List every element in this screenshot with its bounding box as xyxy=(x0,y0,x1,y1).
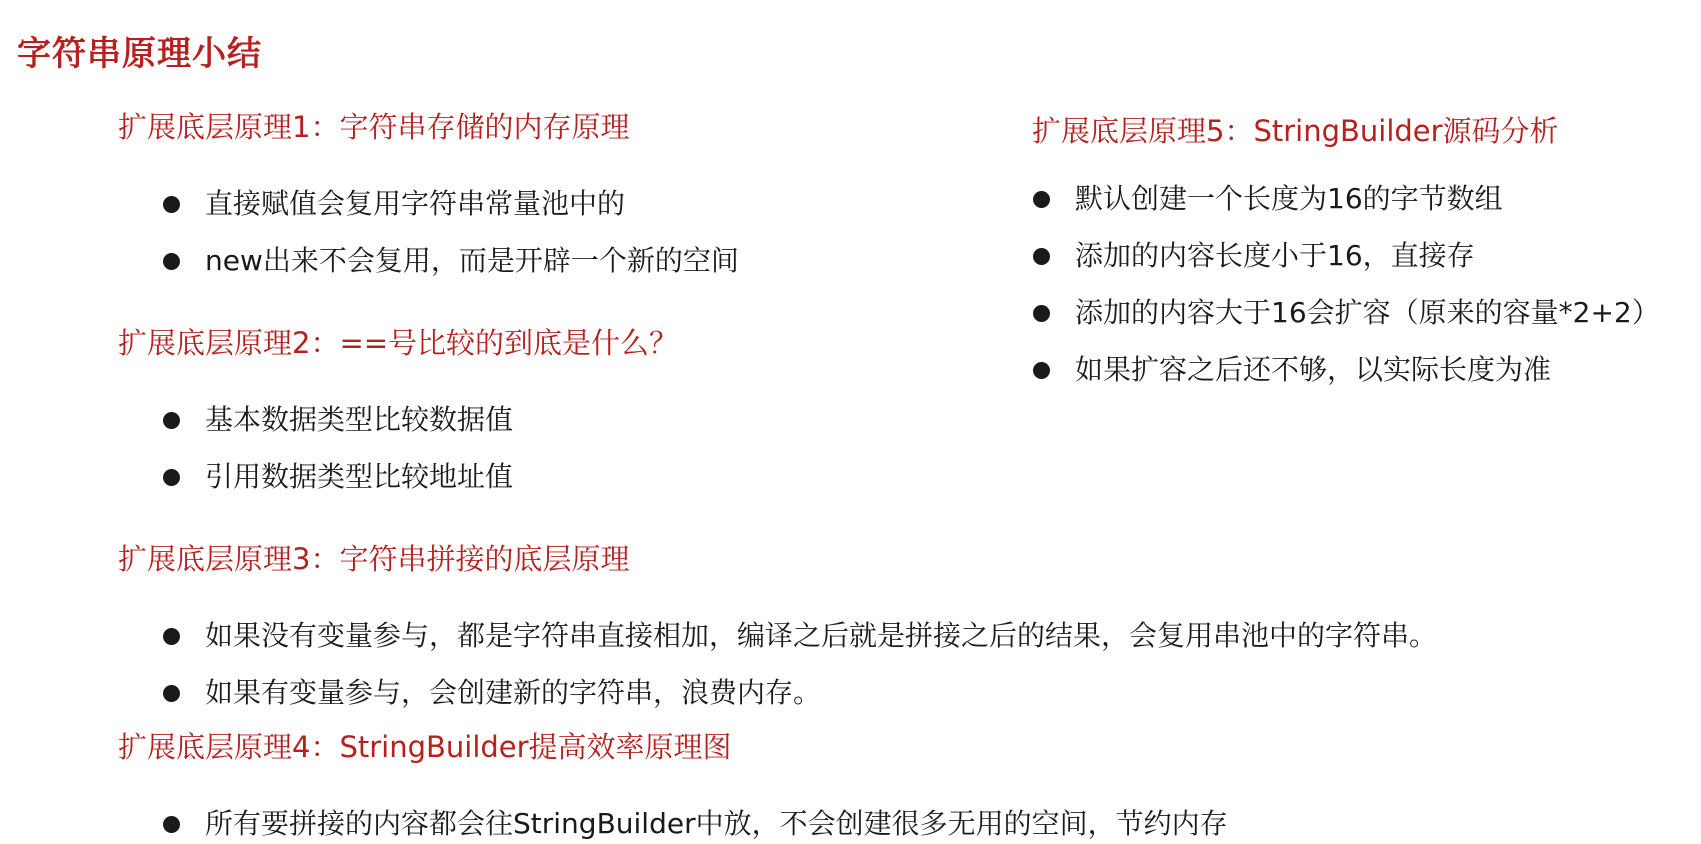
bullet-icon xyxy=(1033,305,1050,322)
bullet-list xyxy=(162,184,739,281)
bullet-icon xyxy=(1033,248,1050,265)
bullet-icon xyxy=(1033,191,1050,208)
list-item xyxy=(162,804,1228,844)
section-stringbuilder-source xyxy=(1032,111,1660,390)
bullet-list xyxy=(162,616,1437,713)
section-heading: 扩展底层原理5：StringBuilder源码分析 xyxy=(1032,114,1559,148)
bullet-icon xyxy=(163,816,180,833)
bullet-icon xyxy=(1033,362,1050,379)
section-stringbuilder-efficiency xyxy=(118,727,1228,844)
list-item xyxy=(1032,236,1660,276)
section-string-concatenation xyxy=(118,539,1437,713)
list-item xyxy=(162,184,739,224)
section-string-storage xyxy=(118,107,739,281)
list-item xyxy=(1032,350,1660,390)
list-item xyxy=(162,241,739,281)
section-heading: 扩展底层原理4：StringBuilder提高效率原理图 xyxy=(118,730,732,764)
list-item-text: 添加的内容长度小于16，直接存 xyxy=(1075,239,1475,272)
bullet-list xyxy=(1032,179,1660,390)
bullet-icon xyxy=(163,253,180,270)
list-item-text: 基本数据类型比较数据值 xyxy=(205,403,514,436)
section-heading: 扩展底层原理1：字符串存储的内存原理 xyxy=(118,110,630,144)
bullet-icon xyxy=(163,469,180,486)
bullet-list xyxy=(162,400,678,497)
list-item-text: 如果没有变量参与，都是字符串直接相加，编译之后就是拼接之后的结果，会复用串池中的字符串。 xyxy=(205,619,1438,652)
list-item xyxy=(1032,179,1660,219)
list-item xyxy=(162,673,1437,713)
list-item xyxy=(162,400,678,440)
bullet-icon xyxy=(163,196,180,213)
section-heading: 扩展底层原理2：==号比较的到底是什么？ xyxy=(118,326,679,360)
list-item xyxy=(162,616,1437,656)
bullet-icon xyxy=(163,412,180,429)
list-item-text: 默认创建一个长度为16的字节数组 xyxy=(1075,182,1503,215)
list-item-text: 如果有变量参与，会创建新的字符串，浪费内存。 xyxy=(205,676,822,709)
list-item-text: 添加的内容大于16会扩容（原来的容量*2+2） xyxy=(1075,296,1660,329)
list-item-text: 如果扩容之后还不够，以实际长度为准 xyxy=(1075,353,1552,386)
page-title: 字符串原理小结 xyxy=(17,34,262,74)
list-item xyxy=(1032,293,1660,333)
section-equality-comparison xyxy=(118,323,678,497)
bullet-icon xyxy=(163,685,180,702)
list-item-text: 引用数据类型比较地址值 xyxy=(205,460,514,493)
list-item-text: 所有要拼接的内容都会往StringBuilder中放，不会创建很多无用的空间，节约内存 xyxy=(205,807,1228,840)
section-heading: 扩展底层原理3：字符串拼接的底层原理 xyxy=(118,542,630,576)
bullet-icon xyxy=(163,628,180,645)
bullet-list xyxy=(162,804,1228,844)
list-item-text: 直接赋值会复用字符串常量池中的 xyxy=(205,187,626,220)
list-item xyxy=(162,457,678,497)
list-item-text: new出来不会复用，而是开辟一个新的空间 xyxy=(205,244,739,277)
